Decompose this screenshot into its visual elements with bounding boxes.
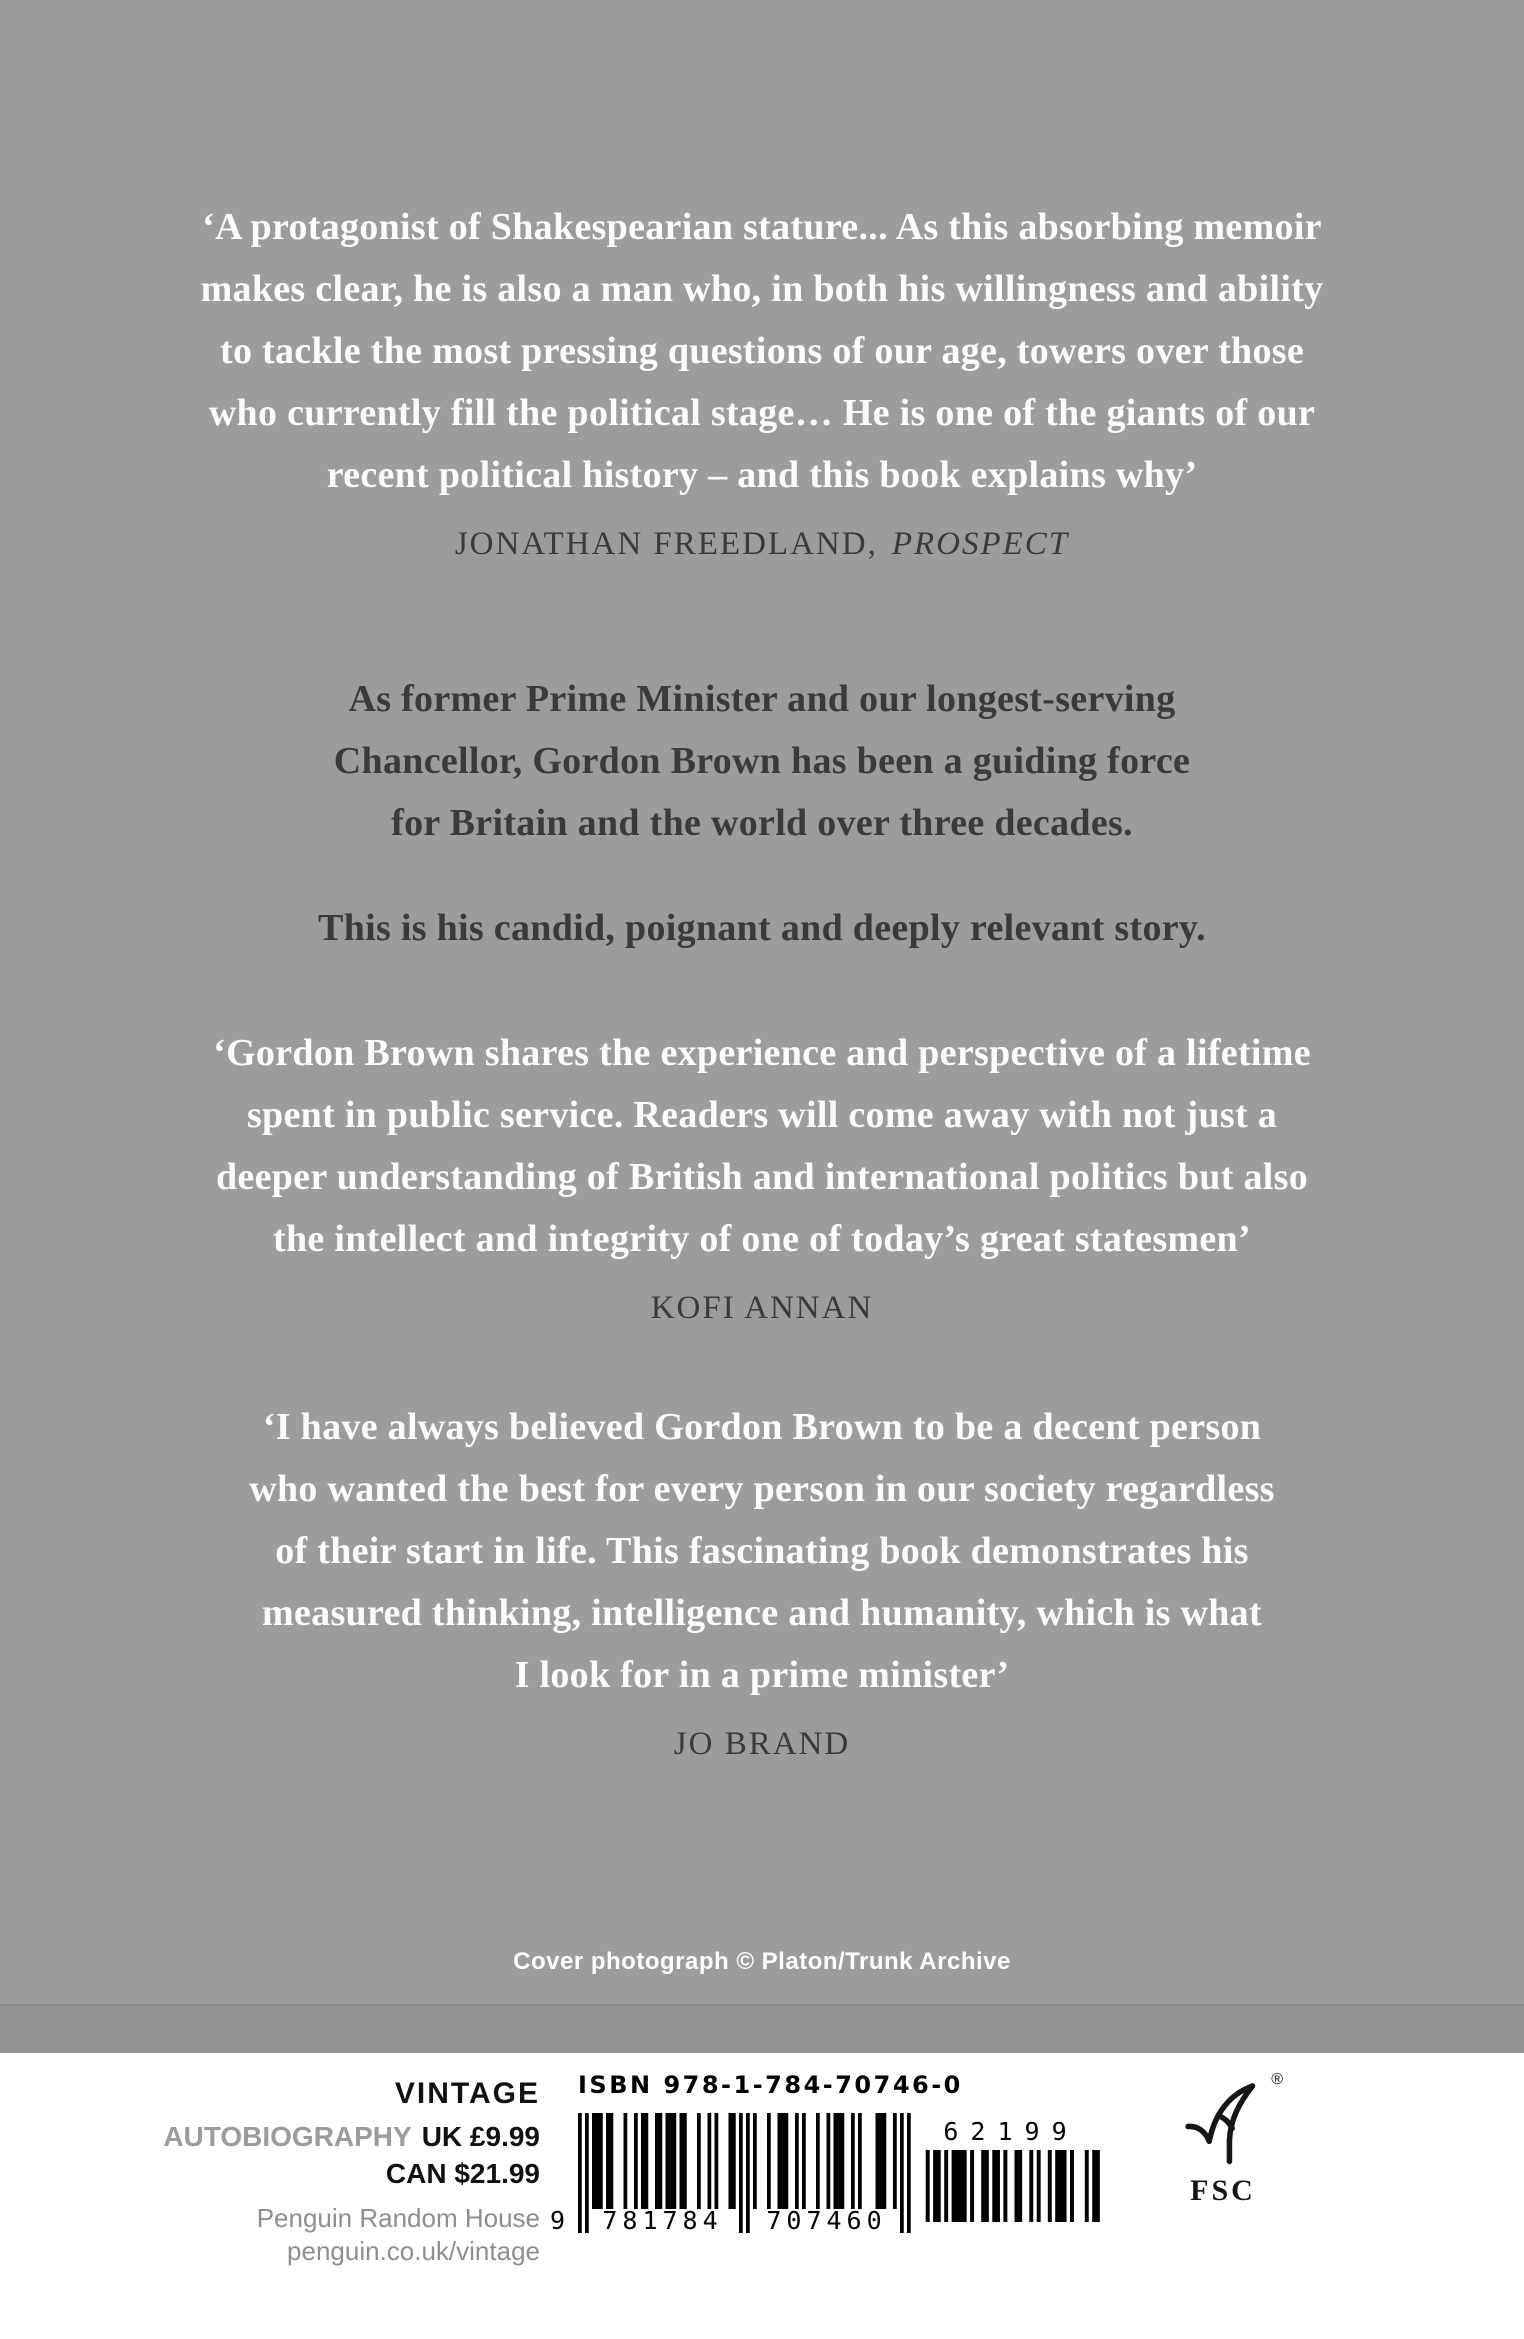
review-quote-freedland: [0, 196, 1524, 570]
tagline-text: This is his candid, poignant and deeply relevant story.: [318, 907, 1206, 949]
fsc-label: FSC: [1190, 2174, 1256, 2207]
publisher-info: [0, 2077, 540, 2268]
ean13-barcode: [550, 2113, 911, 2239]
publisher-name: Penguin Random House: [256, 2203, 540, 2233]
attribution-annan: KOFI ANNAN: [650, 1290, 874, 1326]
quote-line: ‘A protagonist of Shakespearian stature... As this absorbing memoir: [202, 206, 1322, 248]
attribution-brand: JO BRAND: [673, 1726, 851, 1762]
blurb-intro: [0, 668, 1524, 854]
category-price-line: [0, 2121, 540, 2153]
quote-line: of their start in life. This fascinating book demonstrates his: [275, 1530, 1249, 1572]
blurb-line: Chancellor, Gordon Brown has been a guiding force: [333, 740, 1191, 782]
fsc-certification-mark: [1165, 2071, 1283, 2208]
blurb-tagline: [0, 897, 1524, 959]
quote-line: to tackle the most pressing questions of our age, towers over those: [219, 330, 1305, 372]
quote-line: ‘Gordon Brown shares the experience and perspective of a lifetime: [213, 1032, 1311, 1074]
barcode-digits-group1: 781784: [602, 2206, 723, 2235]
attribution-name: JONATHAN FREEDLAND,: [454, 526, 878, 562]
attribution-freedland: [0, 518, 1524, 570]
quote-line: spent in public service. Readers will come away with not just a: [246, 1094, 1278, 1136]
addon-digits: 62199: [943, 2117, 1079, 2146]
registered-trademark-symbol: ®: [1271, 2071, 1283, 2088]
price-uk: UK £9.99: [421, 2121, 540, 2152]
isbn-label: ISBN 978-1-784-70746-0: [578, 2071, 963, 2099]
isbn-block: [550, 2071, 963, 2239]
quote-line: I look for in a prime minister’: [514, 1654, 1010, 1696]
review-quote-brand: [0, 1396, 1524, 1770]
quote-line: measured thinking, intelligence and humanity, which is what: [262, 1592, 1262, 1634]
quote-line: ‘I have always believed Gordon Brown to be a decent person: [262, 1406, 1262, 1448]
photo-credit: Cover photograph © Platon/Trunk Archive: [513, 1948, 1011, 1975]
barcode-digits-group2: 707460: [766, 2206, 887, 2235]
quote-line: recent political history – and this book explains why’: [326, 454, 1198, 496]
cover-fold-strip: [0, 2004, 1524, 2053]
quote-line: the intellect and integrity of one of today’s great statesmen’: [273, 1218, 1251, 1260]
imprint-name: VINTAGE: [394, 2077, 540, 2110]
blurb-line: for Britain and the world over three decades.: [391, 802, 1133, 844]
quote-line: deeper understanding of British and international politics but also: [215, 1156, 1308, 1198]
quote-line: who currently fill the political stage… He is one of the giants of our: [208, 392, 1316, 434]
quote-line: makes clear, he is also a man who, in both his willingness and ability: [200, 268, 1324, 310]
price-can: CAN $21.99: [385, 2158, 540, 2189]
publisher-band: [0, 2053, 1524, 2339]
review-quote-annan: [0, 1022, 1524, 1334]
attribution-source: PROSPECT: [891, 526, 1070, 562]
barcode-addon: [922, 2117, 1100, 2227]
barcode-digit-left: 9: [550, 2206, 566, 2235]
fsc-tree-icon: [1175, 2075, 1271, 2167]
addon-bars: [922, 2150, 1100, 2222]
blurb-line: As former Prime Minister and our longest-serving: [348, 678, 1176, 720]
category-label: AUTOBIOGRAPHY: [163, 2121, 412, 2152]
publisher-website: penguin.co.uk/vintage: [287, 2236, 540, 2266]
quote-line: who wanted the best for every person in our society regardless: [249, 1468, 1275, 1510]
